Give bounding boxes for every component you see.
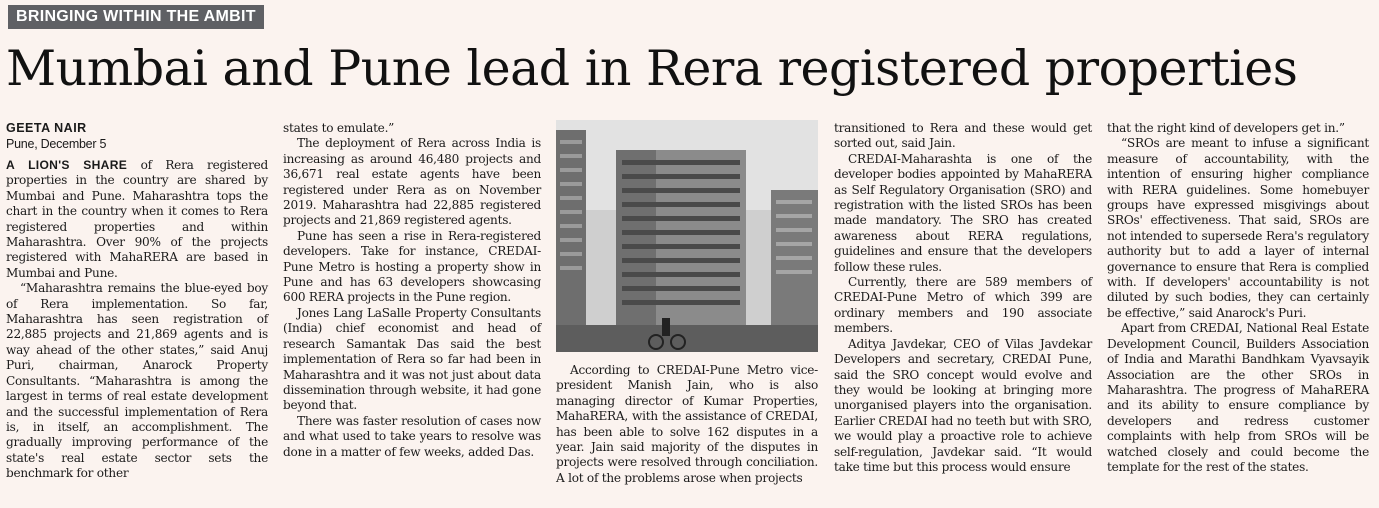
paragraph: Apart from CREDAI, National Real Estate Development Council, Builders Association of India and Marathi Bandhkam Vyavsayik Association are the other SROs in Maharashtra. The progress of MahaRERA and its ability to ensure compliance by developers and redress customer complaints with help from SROs will be watched closely and could become the template for the rest of the states. — [1107, 321, 1369, 474]
paragraph: CREDAI-Maharashta is one of the developer bodies appointed by MahaRERA as Self Regulatory Organisation (SRO) and registration with the listed SROs has been made mandatory. The SRO has created awareness about RERA regulations, guidelines and ensure that the developers follow these rules. — [834, 151, 1092, 274]
headline: Mumbai and Pune lead in Rera registered properties — [6, 40, 1298, 97]
paragraph: Currently, there are 589 members of CREDAI-Pune Metro of which 399 are ordinary members and 190 associate members. — [834, 275, 1092, 336]
column-1 — [6, 120, 268, 482]
paragraph: transitioned to Rera and these would get sorted out, said Jain. — [834, 121, 1092, 151]
byline-author: GEETA NAIR — [6, 121, 87, 135]
section-kicker: BRINGING WITHIN THE AMBIT — [8, 5, 264, 29]
lead-in: A LION'S SHARE — [6, 158, 128, 172]
byline — [6, 120, 268, 152]
paragraph: states to emulate.” — [283, 121, 395, 135]
paragraph: A LION'S SHARE of Rera registered properties in the country are shared by Mumbai and Pune. Maharashtra tops the chart in the country when it comes to Rera registered properties and within Maharashtra. Over 90% of the projects registered with MahaRERA are based in Mumbai and Pune. — [6, 158, 268, 280]
paragraph: “SROs are meant to infuse a significant measure of accountability, with the intention of ensuring higher compliance with RERA guidelines. Some homebuyer groups have expressed misgivings about SROs' effectiveness. That said, SROs are not intended to supersede Rera's regulatory authority but to add a layer of internal governance to ensure that Rera is complied with. If developers' accountability is not diluted by such bodies, they can certainly be effective,” said Anarock's Puri. — [1107, 136, 1369, 320]
column-2 — [283, 121, 541, 460]
building-photo — [556, 120, 818, 352]
paragraph: that the right kind of developers get in.” — [1107, 121, 1345, 135]
column-4 — [834, 121, 1092, 475]
paragraph: The deployment of Rera across India is increasing as around 46,480 projects and 36,671 real estate agents have been registered under Rera as on November 2019. Maharashtra had 22,885 registered projects and 21,869 registered agents. — [283, 136, 541, 228]
byline-dateline: Pune, December 5 — [6, 137, 107, 151]
paragraph: Aditya Javdekar, CEO of Vilas Javdekar Developers and secretary, CREDAI Pune, said the SRO concept would evolve and they would be looking at bringing more unorganised players into the organisation. Earlier CREDAI had no teeth but with SRO, we would play a proactive role to achieve self-regulation, Javdekar said. “It would take time but this process would ensure — [834, 336, 1092, 474]
column-5 — [1107, 121, 1369, 475]
column-3 — [556, 363, 818, 486]
paragraph: According to CREDAI-Pune Metro vice-president Manish Jain, who is also managing director of Kumar Properties, MahaRERA, with the assistance of CREDAI, has been able to solve 162 disputes in a year. Jain said majority of the disputes in projects were resolved through conciliation. A lot of the problems arose when projects — [556, 363, 818, 485]
paragraph: Jones Lang LaSalle Property Consultants (India) chief economist and head of research Samantak Das said the best implementation of Rera so far had been in Maharashtra and it was not just about data dissemination through website, it had gone beyond that. — [283, 305, 541, 413]
paragraph: Pune has seen a rise in Rera-registered developers. Take for instance, CREDAI-Pune Metro is hosting a property show in Pune and has 63 developers showcasing 600 RERA projects in the Pune region. — [283, 228, 541, 305]
paragraph: “Maharashtra remains the blue-eyed boy of Rera implementation. So far, Maharashtra has seen registration of 22,885 projects and 21,869 agents and is way ahead of the other states,” said Anuj Puri, chairman, Anarock Property Consultants. “Maharashtra is among the largest in terms of real estate development and the successful implementation of Rera is, in itself, an accomplishment. The gradually improving performance of the state's real estate sector sets the benchmark for other — [6, 281, 268, 481]
paragraph: There was faster resolution of cases now and what used to take years to resolve was done in a matter of few weeks, added Das. — [283, 413, 541, 459]
construction-site-image — [556, 120, 818, 352]
